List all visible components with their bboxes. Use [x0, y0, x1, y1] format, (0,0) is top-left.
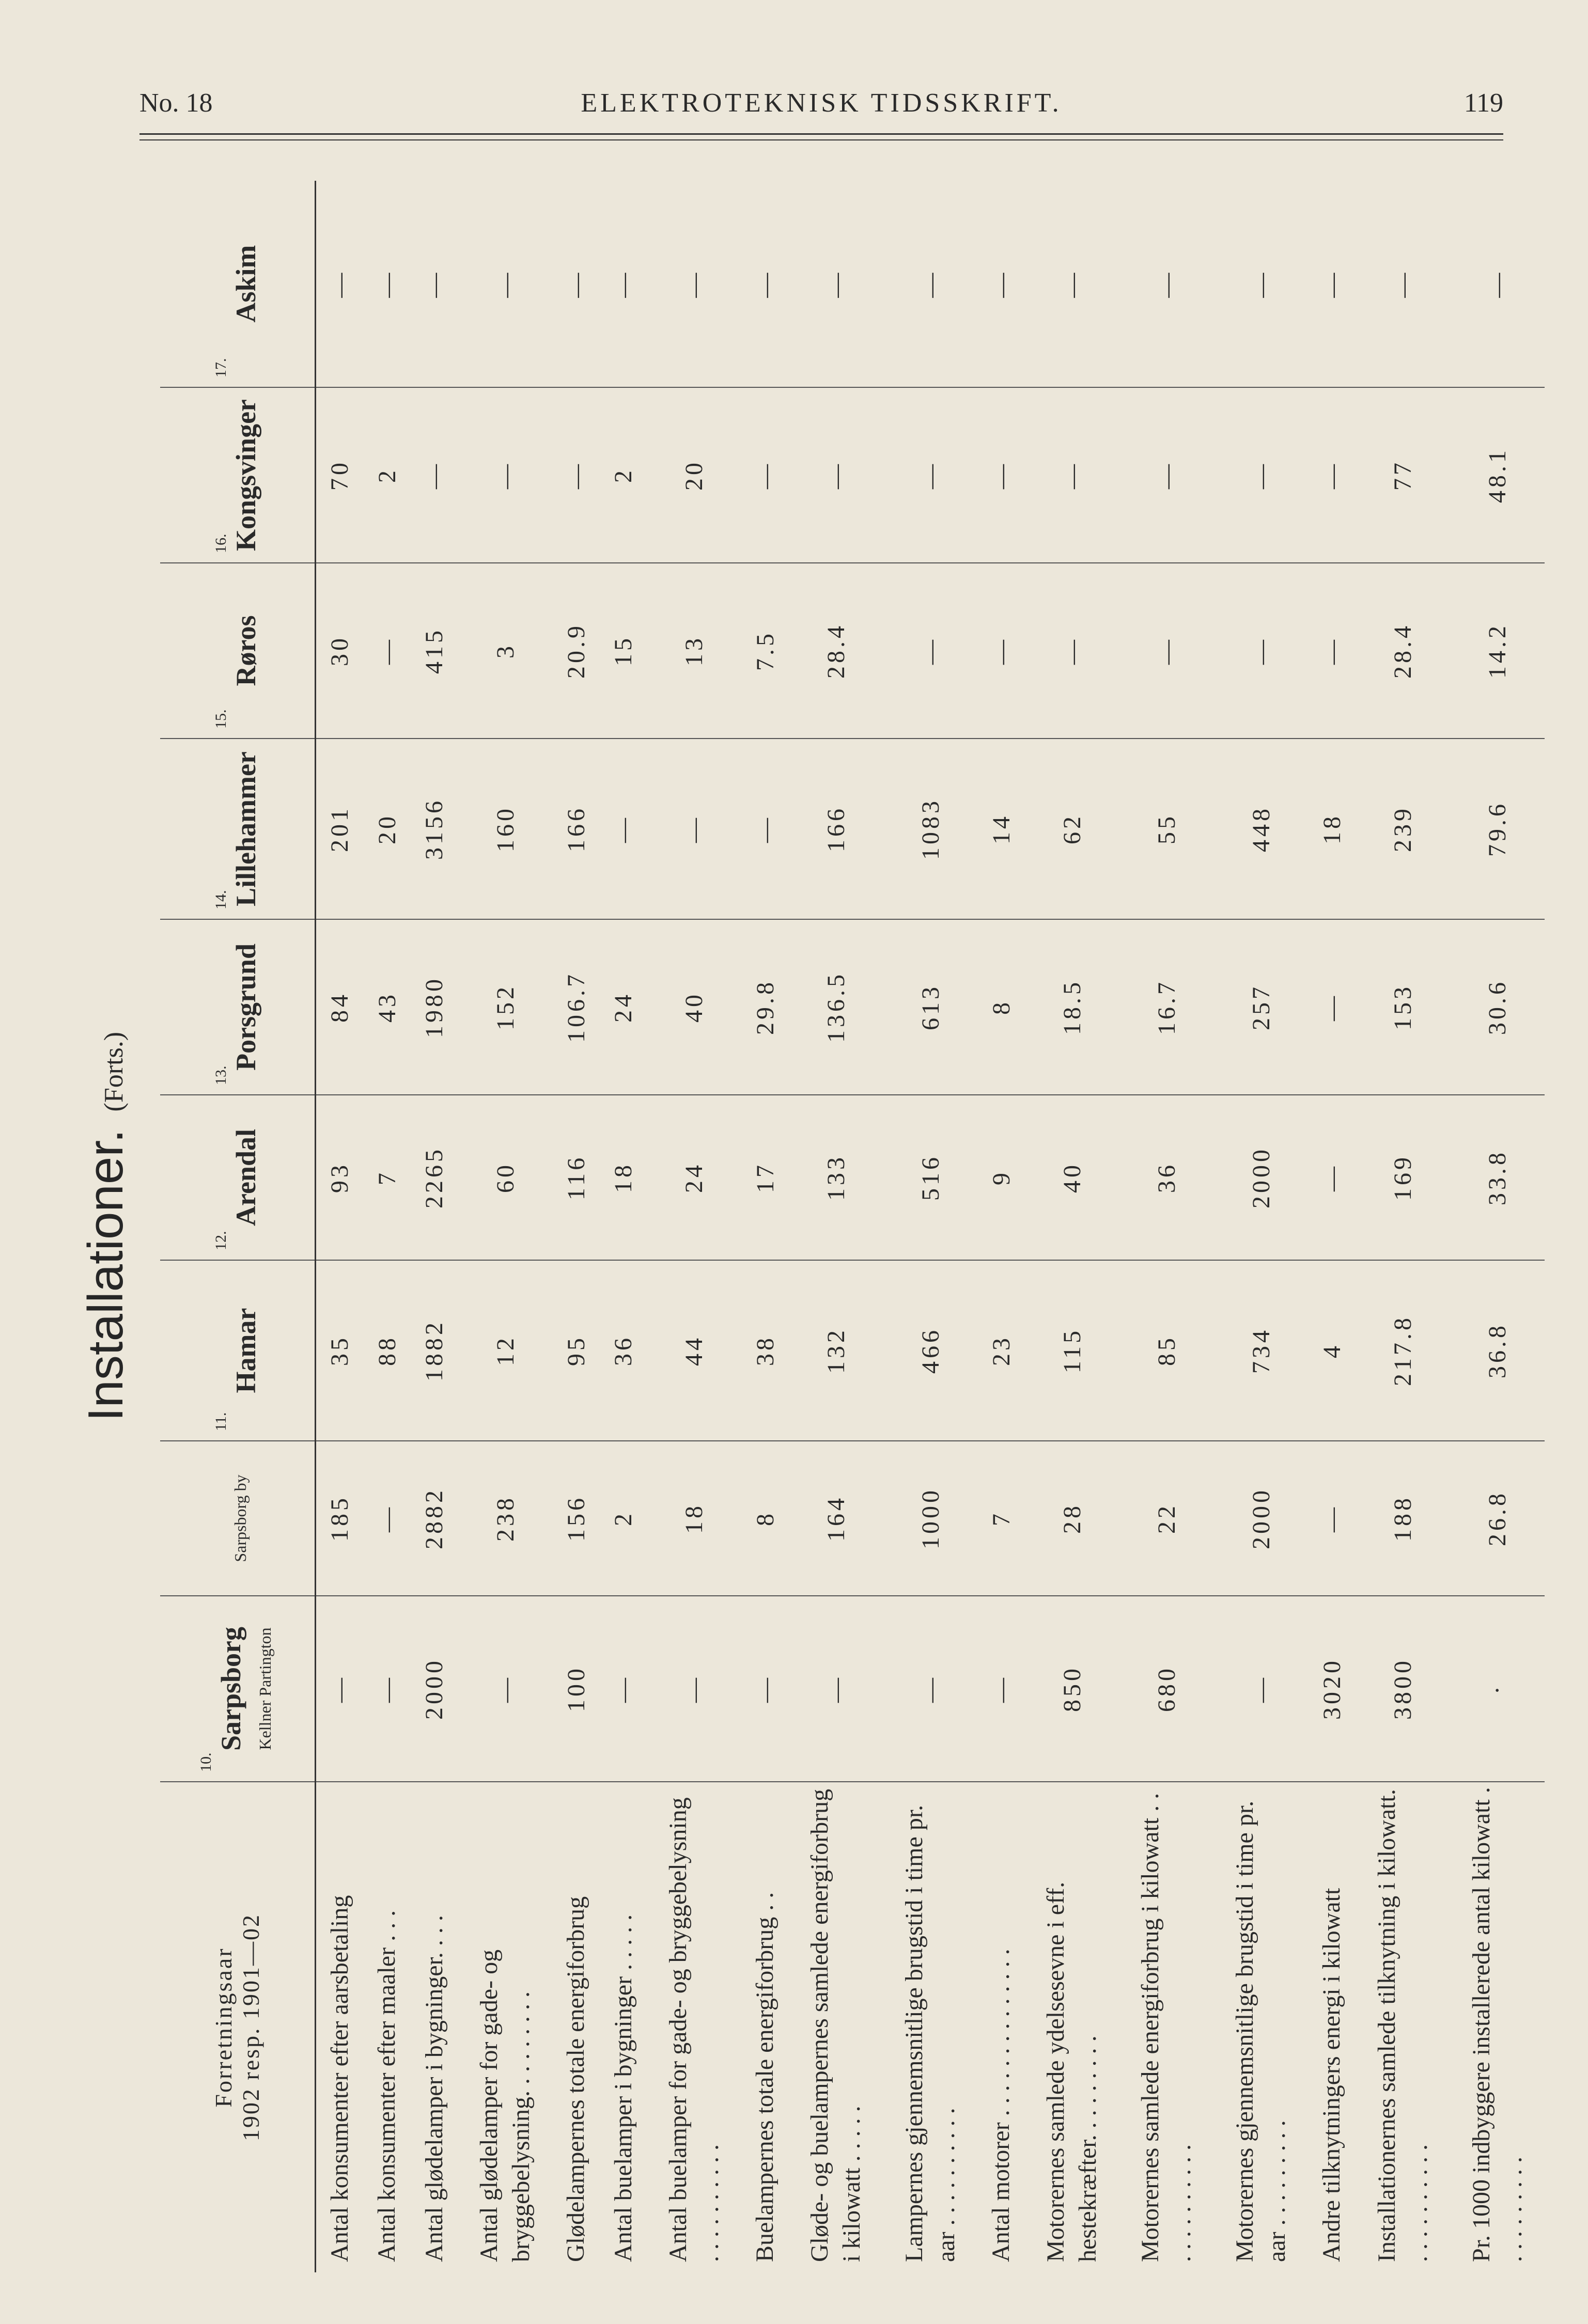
table-cell: 613	[883, 919, 978, 1095]
row-label: Motorernes samlede energiforbrug i kilowatt . . . . . . . . . . . .	[1136, 1793, 1196, 2262]
row-label: Gløde- og buelampernes samlede energiforbrug i kilowatt . . . . .	[806, 1788, 866, 2262]
table-cell: 680	[1119, 1596, 1214, 1782]
table-cell: 1980	[411, 919, 458, 1095]
column-header-8	[160, 181, 315, 387]
table-cell: 24	[647, 1095, 741, 1260]
table-cell: —	[1214, 387, 1309, 563]
column-number: 17.	[212, 358, 230, 378]
table-cell: 2	[600, 387, 647, 563]
table-row	[1119, 181, 1214, 2272]
page-number: 119	[1464, 88, 1503, 118]
table-cell: —	[741, 1596, 788, 1782]
column-number: 10.	[197, 1752, 215, 1772]
table-cell: 160	[458, 739, 553, 919]
table-cell: —	[883, 387, 978, 563]
table-cell: 95	[552, 1260, 599, 1441]
table-cell: —	[1025, 563, 1119, 739]
table-cell: 1083	[883, 739, 978, 919]
table-cell: 20.9	[552, 563, 599, 739]
table-cell: 9	[978, 1095, 1025, 1260]
installations-table	[160, 181, 1545, 2272]
table-row	[741, 181, 788, 2272]
table-cell: 2265	[411, 1095, 458, 1260]
table-cell: —	[1119, 387, 1214, 563]
table-cell: 132	[789, 1260, 883, 1441]
table-cell: 20	[647, 387, 741, 563]
table-cell: 18	[1309, 739, 1356, 919]
table-cell: —	[1119, 563, 1214, 739]
journal-title: ELEKTROTEKNISK TIDSSKRIFT.	[581, 88, 1062, 118]
table-cell: 7	[364, 1095, 411, 1260]
table-cell: 26.8	[1450, 1441, 1545, 1596]
table-row	[1356, 181, 1450, 2272]
table-cell: —	[552, 387, 599, 563]
table-cell: 24	[600, 919, 647, 1095]
table-cell: —	[364, 1441, 411, 1596]
page-header	[139, 83, 1503, 119]
column-header-7	[160, 387, 315, 563]
column-name: Porsgrund	[230, 943, 262, 1071]
table-cell: 152	[458, 919, 553, 1095]
table-cell: 85	[1119, 1260, 1214, 1441]
table-cell: 106.7	[552, 919, 599, 1095]
table-cell: 35	[315, 1260, 364, 1441]
table-cell: 40	[1025, 1095, 1119, 1260]
table-row	[458, 181, 553, 2272]
row-label: Antal glødelamper for gade- og bryggebelysning. . . . . . . . .	[475, 1949, 535, 2262]
table-cell: 3156	[411, 739, 458, 919]
table-cell: 15	[600, 563, 647, 739]
table-cell: 7	[978, 1441, 1025, 1596]
table-cell: —	[789, 387, 883, 563]
row-label: Motorernes samlede ydelsesevne i eff. hestekræfter. . . . . . . . .	[1042, 1881, 1102, 2262]
table-cell: 516	[883, 1095, 978, 1260]
row-label: Antal glødelamper i bygninger. . . .	[420, 1915, 448, 2262]
column-number: 12.	[212, 1231, 230, 1250]
table-row	[600, 181, 647, 2272]
label-column-header	[160, 1782, 315, 2272]
table-cell: —	[741, 181, 788, 387]
table-cell: —	[1309, 387, 1356, 563]
table-cell: —	[600, 181, 647, 387]
table-cell: 77	[1356, 387, 1450, 563]
table-cell: 88	[364, 1260, 411, 1441]
table-cell: 153	[1356, 919, 1450, 1095]
table-cell: —	[978, 563, 1025, 739]
table-cell: 238	[458, 1441, 553, 1596]
table-cell: 28.4	[1356, 563, 1450, 739]
table-cell: 12	[458, 1260, 553, 1441]
table-row	[978, 181, 1025, 2272]
column-header-0	[160, 1596, 315, 1782]
table-cell: 30	[315, 563, 364, 739]
table-cell: 33.8	[1450, 1095, 1545, 1260]
table-cell: —	[364, 181, 411, 387]
table-cell: 38	[741, 1260, 788, 1441]
table-cell: —	[1025, 387, 1119, 563]
table-cell: —	[458, 181, 553, 387]
table-cell: —	[1309, 181, 1356, 387]
row-label: Antal buelamper for gade- og bryggebelysning . . . . . . . . . .	[664, 1797, 724, 2262]
issue-number: No. 18	[139, 88, 213, 118]
table-cell: 1882	[411, 1260, 458, 1441]
row-label: Installationernes samlede tilknytning i kilowatt. . . . . . . . . . .	[1373, 1789, 1433, 2262]
table-cell: 70	[315, 387, 364, 563]
table-cell: 169	[1356, 1095, 1450, 1260]
table-row	[411, 181, 458, 2272]
table-cell: 8	[978, 919, 1025, 1095]
table-cell: —	[411, 387, 458, 563]
table-cell: —	[315, 1596, 364, 1782]
table-cell: 13	[647, 563, 741, 739]
table-row	[315, 181, 364, 2272]
column-number: 15.	[212, 709, 230, 729]
table-cell: 100	[552, 1596, 599, 1782]
table-cell: 2000	[411, 1596, 458, 1782]
table-cell: 17	[741, 1095, 788, 1260]
table-cell: —	[789, 1596, 883, 1782]
table-cell: 4	[1309, 1260, 1356, 1441]
table-cell: —	[1450, 181, 1545, 387]
table-row	[552, 181, 599, 2272]
column-name: Kongsvinger	[230, 399, 262, 552]
row-label: Motorernes gjennemsnitlige brugstid i time pr. aar . . . . . . . . .	[1231, 1800, 1291, 2262]
table-head	[160, 181, 315, 2272]
table-cell: —	[883, 563, 978, 739]
column-name: Arendal	[230, 1128, 262, 1227]
table-cell: 18.5	[1025, 919, 1119, 1095]
table-cell: —	[789, 181, 883, 387]
table-cell: 55	[1119, 739, 1214, 919]
header-rule	[139, 133, 1503, 135]
table-cell: —	[647, 181, 741, 387]
row-label: Lampernes gjennemsnitlige brugstid i time pr. aar . . . . . . . . . .	[900, 1804, 960, 2262]
table-cell: 93	[315, 1095, 364, 1260]
rotated-table-region	[72, 181, 1550, 2272]
table-cell: —	[458, 1596, 553, 1782]
table-cell: 116	[552, 1095, 599, 1260]
table-cell: 136.5	[789, 919, 883, 1095]
table-cell: 201	[315, 739, 364, 919]
table-cell: 40	[647, 919, 741, 1095]
table-cell: 415	[411, 563, 458, 739]
table-subtitle: (Forts.)	[99, 1031, 129, 1112]
header-rule-secondary	[139, 139, 1503, 140]
table-row	[1450, 181, 1545, 2272]
table-cell: 20	[364, 739, 411, 919]
table-cell: 239	[1356, 739, 1450, 919]
table-cell: 36	[600, 1260, 647, 1441]
row-label: Glødelampernes totale energiforbrug	[562, 1896, 590, 2262]
table-cell: —	[552, 181, 599, 387]
table-cell: 60	[458, 1095, 553, 1260]
row-label: Antal buelamper i bygninger . . . . .	[609, 1914, 637, 2262]
table-cell: 48.1	[1450, 387, 1545, 563]
table-cell: 188	[1356, 1441, 1450, 1596]
column-subheader: Kellner Partington	[256, 1627, 275, 1750]
column-number: 13.	[212, 1065, 230, 1085]
table-cell: —	[647, 739, 741, 919]
table-cell: 133	[789, 1095, 883, 1260]
table-cell: 448	[1214, 739, 1309, 919]
column-header-1	[160, 1441, 315, 1596]
table-cell: 2000	[1214, 1441, 1309, 1596]
table-cell: 44	[647, 1260, 741, 1441]
table-cell: 22	[1119, 1441, 1214, 1596]
table-cell: 7.5	[741, 563, 788, 739]
column-name: Røros	[230, 615, 262, 686]
table-row	[789, 181, 883, 2272]
table-cell: —	[1309, 1095, 1356, 1260]
column-header-5	[160, 739, 315, 919]
column-name: Lillehammer	[230, 751, 262, 906]
table-cell: ·	[1450, 1596, 1545, 1782]
table-cell: —	[978, 1596, 1025, 1782]
table-row	[647, 181, 741, 2272]
table-cell: 18	[647, 1441, 741, 1596]
table-row	[1214, 181, 1309, 2272]
table-cell: 166	[552, 739, 599, 919]
row-label: Antal konsumenter efter aarsbetaling	[325, 1895, 353, 2262]
row-label: Antal motorer . . . . . . . . . . . . . .	[987, 1949, 1015, 2262]
table-cell: 3800	[1356, 1596, 1450, 1782]
table-cell: 2882	[411, 1441, 458, 1596]
table-cell: —	[883, 1596, 978, 1782]
table-cell: —	[883, 181, 978, 387]
table-cell: 62	[1025, 739, 1119, 919]
table-cell: 2	[364, 387, 411, 563]
column-subheader: Sarpsborg by	[231, 1474, 250, 1562]
label-header-line-1: Forretningsaar	[210, 1947, 237, 2108]
table-cell: —	[1214, 563, 1309, 739]
table-cell: 115	[1025, 1260, 1119, 1441]
table-row	[1025, 181, 1119, 2272]
table-cell: —	[411, 181, 458, 387]
table-cell: 28.4	[789, 563, 883, 739]
column-header-3	[160, 1095, 315, 1260]
table-cell: —	[1119, 181, 1214, 387]
table-cell: 257	[1214, 919, 1309, 1095]
table-cell: 3020	[1309, 1596, 1356, 1782]
table-cell: 79.6	[1450, 739, 1545, 919]
column-name: Hamar	[230, 1308, 262, 1393]
table-cell: 16.7	[1119, 919, 1214, 1095]
row-label: Andre tilknytningers energi i kilowatt	[1318, 1888, 1346, 2262]
table-cell: —	[364, 1596, 411, 1782]
table-cell: 466	[883, 1260, 978, 1441]
table-cell: 156	[552, 1441, 599, 1596]
table-cell: —	[1025, 181, 1119, 387]
table-cell: 30.6	[1450, 919, 1545, 1095]
column-header-6	[160, 563, 315, 739]
column-number: 14.	[212, 890, 230, 909]
table-cell: —	[741, 739, 788, 919]
table-cell: —	[458, 387, 553, 563]
table-cell: —	[647, 1596, 741, 1782]
table-title-block	[77, 181, 145, 2272]
table-cell: —	[600, 1596, 647, 1782]
row-label: Pr. 1000 indbyggere installerede antal kilowatt . . . . . . . . . .	[1467, 1787, 1527, 2262]
table-cell: 84	[315, 919, 364, 1095]
table-cell: 217.8	[1356, 1260, 1450, 1441]
column-number: 11.	[212, 1412, 230, 1431]
table-cell: —	[600, 739, 647, 919]
table-row	[1309, 181, 1356, 2272]
column-header-4	[160, 919, 315, 1095]
table-cell: —	[978, 387, 1025, 563]
table-cell: 8	[741, 1441, 788, 1596]
table-cell: —	[1214, 181, 1309, 387]
label-header-line-2: 1902 resp. 1901—02	[238, 1913, 264, 2142]
table-row	[883, 181, 978, 2272]
column-header-2	[160, 1260, 315, 1441]
table-cell: 43	[364, 919, 411, 1095]
table-cell: —	[1309, 1441, 1356, 1596]
table-cell: —	[978, 181, 1025, 387]
table-cell: 36	[1119, 1095, 1214, 1260]
table-cell: 2	[600, 1441, 647, 1596]
table-cell: 850	[1025, 1596, 1119, 1782]
table-cell: 185	[315, 1441, 364, 1596]
table-cell: —	[1356, 181, 1450, 387]
table-title: Installationer.	[78, 1129, 133, 1422]
table-cell: 23	[978, 1260, 1025, 1441]
table-cell: 36.8	[1450, 1260, 1545, 1441]
table-cell: 29.8	[741, 919, 788, 1095]
table-cell: 734	[1214, 1260, 1309, 1441]
row-label: Buelampernes totale energiforbrug . .	[751, 1892, 779, 2262]
table-body	[315, 181, 1545, 2272]
table-cell: 166	[789, 739, 883, 919]
table-cell: 14.2	[1450, 563, 1545, 739]
table-cell: —	[1309, 563, 1356, 739]
table-cell: —	[315, 181, 364, 387]
table-cell: 18	[600, 1095, 647, 1260]
table-cell: 14	[978, 739, 1025, 919]
table-cell: 3	[458, 563, 553, 739]
row-label: Antal konsumenter efter maaler . . .	[373, 1910, 401, 2262]
table-cell: 1000	[883, 1441, 978, 1596]
table-cell: —	[741, 387, 788, 563]
header-row	[160, 181, 315, 2272]
column-name: Sarpsborg	[215, 1626, 247, 1751]
table-cell: —	[1309, 919, 1356, 1095]
table-row	[364, 181, 411, 2272]
table-cell: —	[1214, 1596, 1309, 1782]
table-cell: 2000	[1214, 1095, 1309, 1260]
table-cell: 28	[1025, 1441, 1119, 1596]
table-cell: —	[364, 563, 411, 739]
column-number: 16.	[212, 533, 230, 553]
column-name: Askim	[230, 245, 262, 323]
table-cell: 164	[789, 1441, 883, 1596]
